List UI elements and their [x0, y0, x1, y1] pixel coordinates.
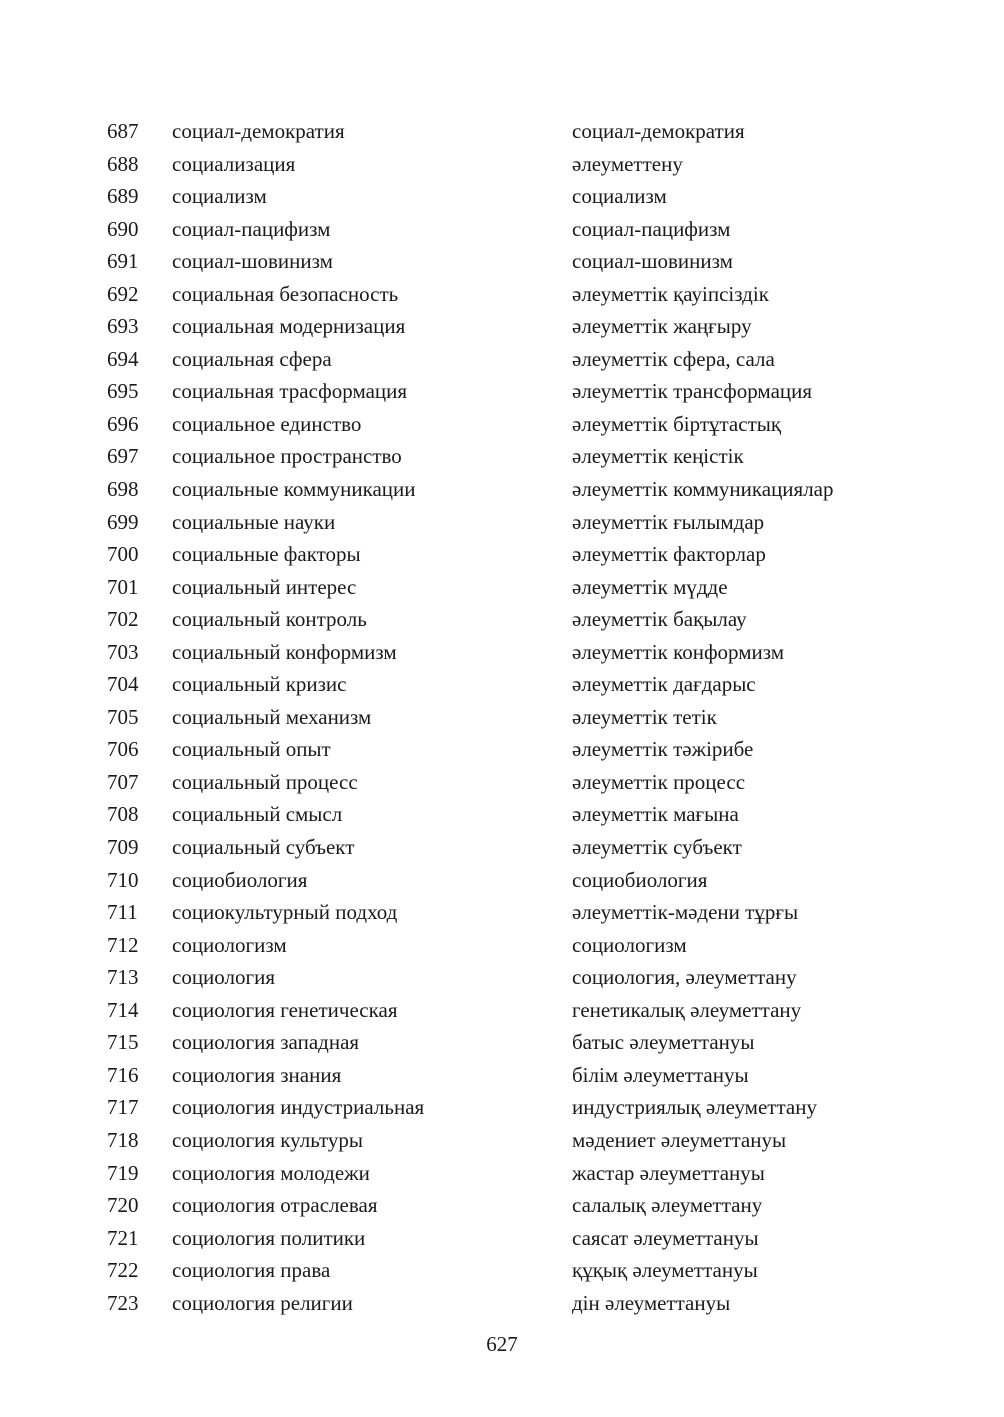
entry-number: 702 [107, 607, 139, 632]
kazakh-term: әлеуметтік трансформация [572, 379, 813, 404]
glossary-row [0, 538, 1004, 571]
russian-term: социология западная [172, 1030, 360, 1055]
glossary-row [0, 343, 1004, 376]
kazakh-term: әлеуметтік факторлар [572, 542, 766, 567]
glossary-row [0, 864, 1004, 897]
glossary-row [0, 1157, 1004, 1190]
glossary-row [0, 929, 1004, 962]
entry-number: 721 [107, 1225, 139, 1250]
kazakh-term: әлеуметтік коммуникациялар [572, 477, 834, 502]
russian-term: социальная трасформация [172, 379, 408, 404]
russian-term: социология знания [172, 1062, 342, 1087]
entry-number: 703 [107, 639, 139, 664]
russian-term: социология индустриальная [172, 1095, 425, 1120]
entry-number: 707 [107, 769, 139, 794]
russian-term: социология [172, 965, 276, 990]
russian-term: социальное единство [172, 411, 362, 436]
glossary-row [0, 1222, 1004, 1255]
kazakh-term: әлеуметтік қауіпсіздік [572, 281, 769, 306]
kazakh-term: әлеуметтік мүдде [572, 574, 728, 599]
russian-term: социализм [172, 184, 267, 209]
glossary-row [0, 148, 1004, 181]
kazakh-term: социал-демократия [572, 119, 745, 143]
russian-term: социальный кризис [172, 672, 347, 697]
kazakh-term: әлеуметтік ғылымдар [572, 509, 765, 534]
glossary-row [0, 668, 1004, 701]
kazakh-term: социал-пацифизм [572, 216, 731, 241]
kazakh-term: генетикалық әлеуметтану [572, 997, 802, 1022]
russian-term: социология политики [172, 1225, 366, 1250]
kazakh-term: жастар әлеуметтануы [572, 1160, 765, 1185]
russian-term: социальная сфера [172, 346, 332, 371]
entry-number: 715 [107, 1030, 139, 1055]
russian-term: социальное пространство [172, 444, 402, 469]
kazakh-term: әлеуметтік процесс [572, 769, 746, 794]
glossary-row [0, 278, 1004, 311]
glossary-row [0, 994, 1004, 1027]
russian-term: социал-шовинизм [172, 249, 333, 274]
entry-number: 699 [107, 509, 139, 534]
entry-number: 697 [107, 444, 139, 469]
glossary-row [0, 408, 1004, 441]
entry-number: 717 [107, 1095, 139, 1120]
glossary-row [0, 798, 1004, 831]
kazakh-term: индустриялық әлеуметтану [572, 1095, 817, 1120]
glossary-row [0, 375, 1004, 408]
entry-number: 701 [107, 574, 139, 599]
entry-number: 709 [107, 835, 139, 860]
kazakh-term: салалық әлеуметтану [572, 1193, 763, 1218]
entry-number: 693 [107, 314, 139, 339]
russian-term: социологизм [172, 932, 287, 957]
kazakh-term: әлеуметтік тәжірибе [572, 737, 754, 762]
kazakh-term: социология, әлеуметтану [572, 965, 797, 990]
glossary-row [0, 603, 1004, 636]
entry-number: 720 [107, 1193, 139, 1218]
glossary-row [0, 733, 1004, 766]
glossary-row [0, 1059, 1004, 1092]
russian-term: социальный смысл [172, 802, 343, 827]
kazakh-term: батыс әлеуметтануы [572, 1030, 755, 1055]
kazakh-term: әлеуметтік конформизм [572, 639, 785, 664]
glossary-list [0, 115, 1004, 1319]
glossary-row [0, 1091, 1004, 1124]
kazakh-term: әлеуметтік кеңістік [572, 444, 744, 469]
kazakh-term: социал-шовинизм [572, 249, 733, 274]
glossary-row [0, 1287, 1004, 1320]
entry-number: 713 [107, 965, 139, 990]
russian-term: социальный опыт [172, 737, 331, 762]
entry-number: 690 [107, 216, 139, 241]
kazakh-term: әлеуметтік мағына [572, 802, 739, 827]
russian-term: социальный процесс [172, 769, 358, 794]
glossary-row [0, 831, 1004, 864]
kazakh-term: әлеуметтік сфера, сала [572, 346, 775, 371]
russian-term: социология отраслевая [172, 1193, 378, 1218]
glossary-row [0, 961, 1004, 994]
glossary-row [0, 636, 1004, 669]
kazakh-term: құқық әлеуметтануы [572, 1258, 758, 1283]
russian-term: социал-демократия [172, 119, 345, 143]
russian-term: социальный контроль [172, 607, 367, 632]
russian-term: социальный конформизм [172, 639, 397, 664]
russian-term: социология молодежи [172, 1160, 370, 1185]
entry-number: 694 [107, 346, 139, 371]
russian-term: социализация [172, 151, 296, 176]
glossary-row [0, 766, 1004, 799]
entry-number: 722 [107, 1258, 139, 1283]
russian-term: социальные науки [172, 509, 336, 534]
entry-number: 706 [107, 737, 139, 762]
glossary-row [0, 440, 1004, 473]
glossary-row [0, 571, 1004, 604]
glossary-row [0, 180, 1004, 213]
kazakh-term: саясат әлеуметтануы [572, 1225, 759, 1250]
kazakh-term: дін әлеуметтануы [572, 1290, 731, 1315]
entry-number: 718 [107, 1127, 139, 1152]
glossary-row [0, 1026, 1004, 1059]
entry-number: 691 [107, 249, 139, 274]
russian-term: социальный механизм [172, 704, 372, 729]
russian-term: социал-пацифизм [172, 216, 331, 241]
entry-number: 712 [107, 932, 139, 957]
entry-number: 711 [107, 900, 138, 925]
russian-term: социальная модернизация [172, 314, 406, 339]
entry-number: 698 [107, 477, 139, 502]
glossary-row [0, 213, 1004, 246]
entry-number: 688 [107, 151, 139, 176]
kazakh-term: білім әлеуметтануы [572, 1062, 749, 1087]
glossary-row [0, 115, 1004, 148]
kazakh-term: әлеуметтену [572, 151, 683, 176]
russian-term: социология права [172, 1258, 331, 1283]
russian-term: социальный интерес [172, 574, 357, 599]
kazakh-term: әлеуметтік субъект [572, 835, 742, 860]
entry-number: 689 [107, 184, 139, 209]
russian-term: социология религии [172, 1290, 353, 1315]
kazakh-term: әлеуметтік бақылау [572, 607, 747, 632]
glossary-row [0, 896, 1004, 929]
russian-term: социальные факторы [172, 542, 361, 567]
glossary-row [0, 245, 1004, 278]
kazakh-term: мәдениет әлеуметтануы [572, 1127, 787, 1152]
entry-number: 700 [107, 542, 139, 567]
russian-term: социальные коммуникации [172, 477, 416, 502]
russian-term: социология культуры [172, 1127, 364, 1152]
kazakh-term: әлеуметтік тетік [572, 704, 717, 729]
glossary-row [0, 1124, 1004, 1157]
glossary-row [0, 701, 1004, 734]
russian-term: социобиология [172, 867, 308, 892]
russian-term: социальный субъект [172, 835, 355, 860]
glossary-row [0, 1189, 1004, 1222]
glossary-row [0, 1254, 1004, 1287]
glossary-row [0, 506, 1004, 539]
kazakh-term: әлеуметтік біртұтастық [572, 411, 782, 436]
entry-number: 695 [107, 379, 139, 404]
kazakh-term: социализм [572, 184, 667, 209]
russian-term: социология генетическая [172, 997, 398, 1022]
glossary-row [0, 473, 1004, 506]
entry-number: 716 [107, 1062, 139, 1087]
entry-number: 704 [107, 672, 139, 697]
entry-number: 719 [107, 1160, 139, 1185]
entry-number: 714 [107, 997, 139, 1022]
page-number: 627 [486, 1332, 518, 1356]
entry-number: 705 [107, 704, 139, 729]
russian-term: социокультурный подход [172, 900, 398, 925]
entry-number: 723 [107, 1290, 139, 1315]
entry-number: 708 [107, 802, 139, 827]
glossary-row [0, 310, 1004, 343]
entry-number: 687 [107, 119, 139, 143]
kazakh-term: социологизм [572, 932, 687, 957]
kazakh-term: социобиология [572, 867, 708, 892]
entry-number: 696 [107, 411, 139, 436]
kazakh-term: әлеуметтік-мәдени тұрғы [572, 900, 799, 925]
kazakh-term: әлеуметтік жаңғыру [572, 314, 752, 339]
entry-number: 710 [107, 867, 139, 892]
kazakh-term: әлеуметтік дағдарыс [572, 672, 756, 697]
entry-number: 692 [107, 281, 139, 306]
russian-term: социальная безопасность [172, 281, 399, 306]
